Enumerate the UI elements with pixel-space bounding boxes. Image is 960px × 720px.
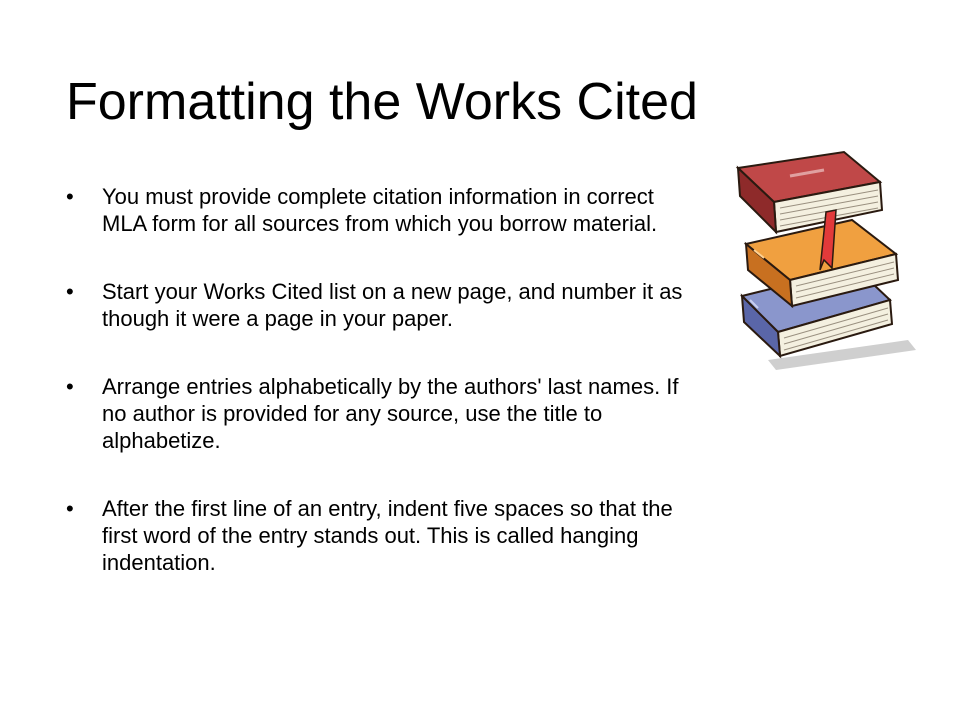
bullet-text: Arrange entries alphabetically by the authors' last names. If no author is provided for any source, use the title to alphabetize. [102,374,679,453]
bullet-list [0,183,700,617]
red-book [738,152,882,232]
bullet-icon: • [66,496,74,521]
bullet-icon: • [66,374,74,399]
bullet-item [0,495,700,576]
bullet-icon: • [66,184,74,209]
bullet-item [0,278,700,332]
slide-title: Formatting the Works Cited [66,73,698,131]
bullet-text: After the first line of an entry, indent five spaces so that the first word of the entry stands out. This is called hanging indentation. [102,496,673,575]
bullet-item [0,373,700,454]
bullet-text: You must provide complete citation information in correct MLA form for all sources from which you borrow material. [102,184,658,236]
bullet-text: Start your Works Cited list on a new page, and number it as though it were a page in your paper. [102,279,683,331]
bullet-icon: • [66,279,74,304]
book-stack-icon [728,150,918,370]
bullet-item [0,183,700,237]
